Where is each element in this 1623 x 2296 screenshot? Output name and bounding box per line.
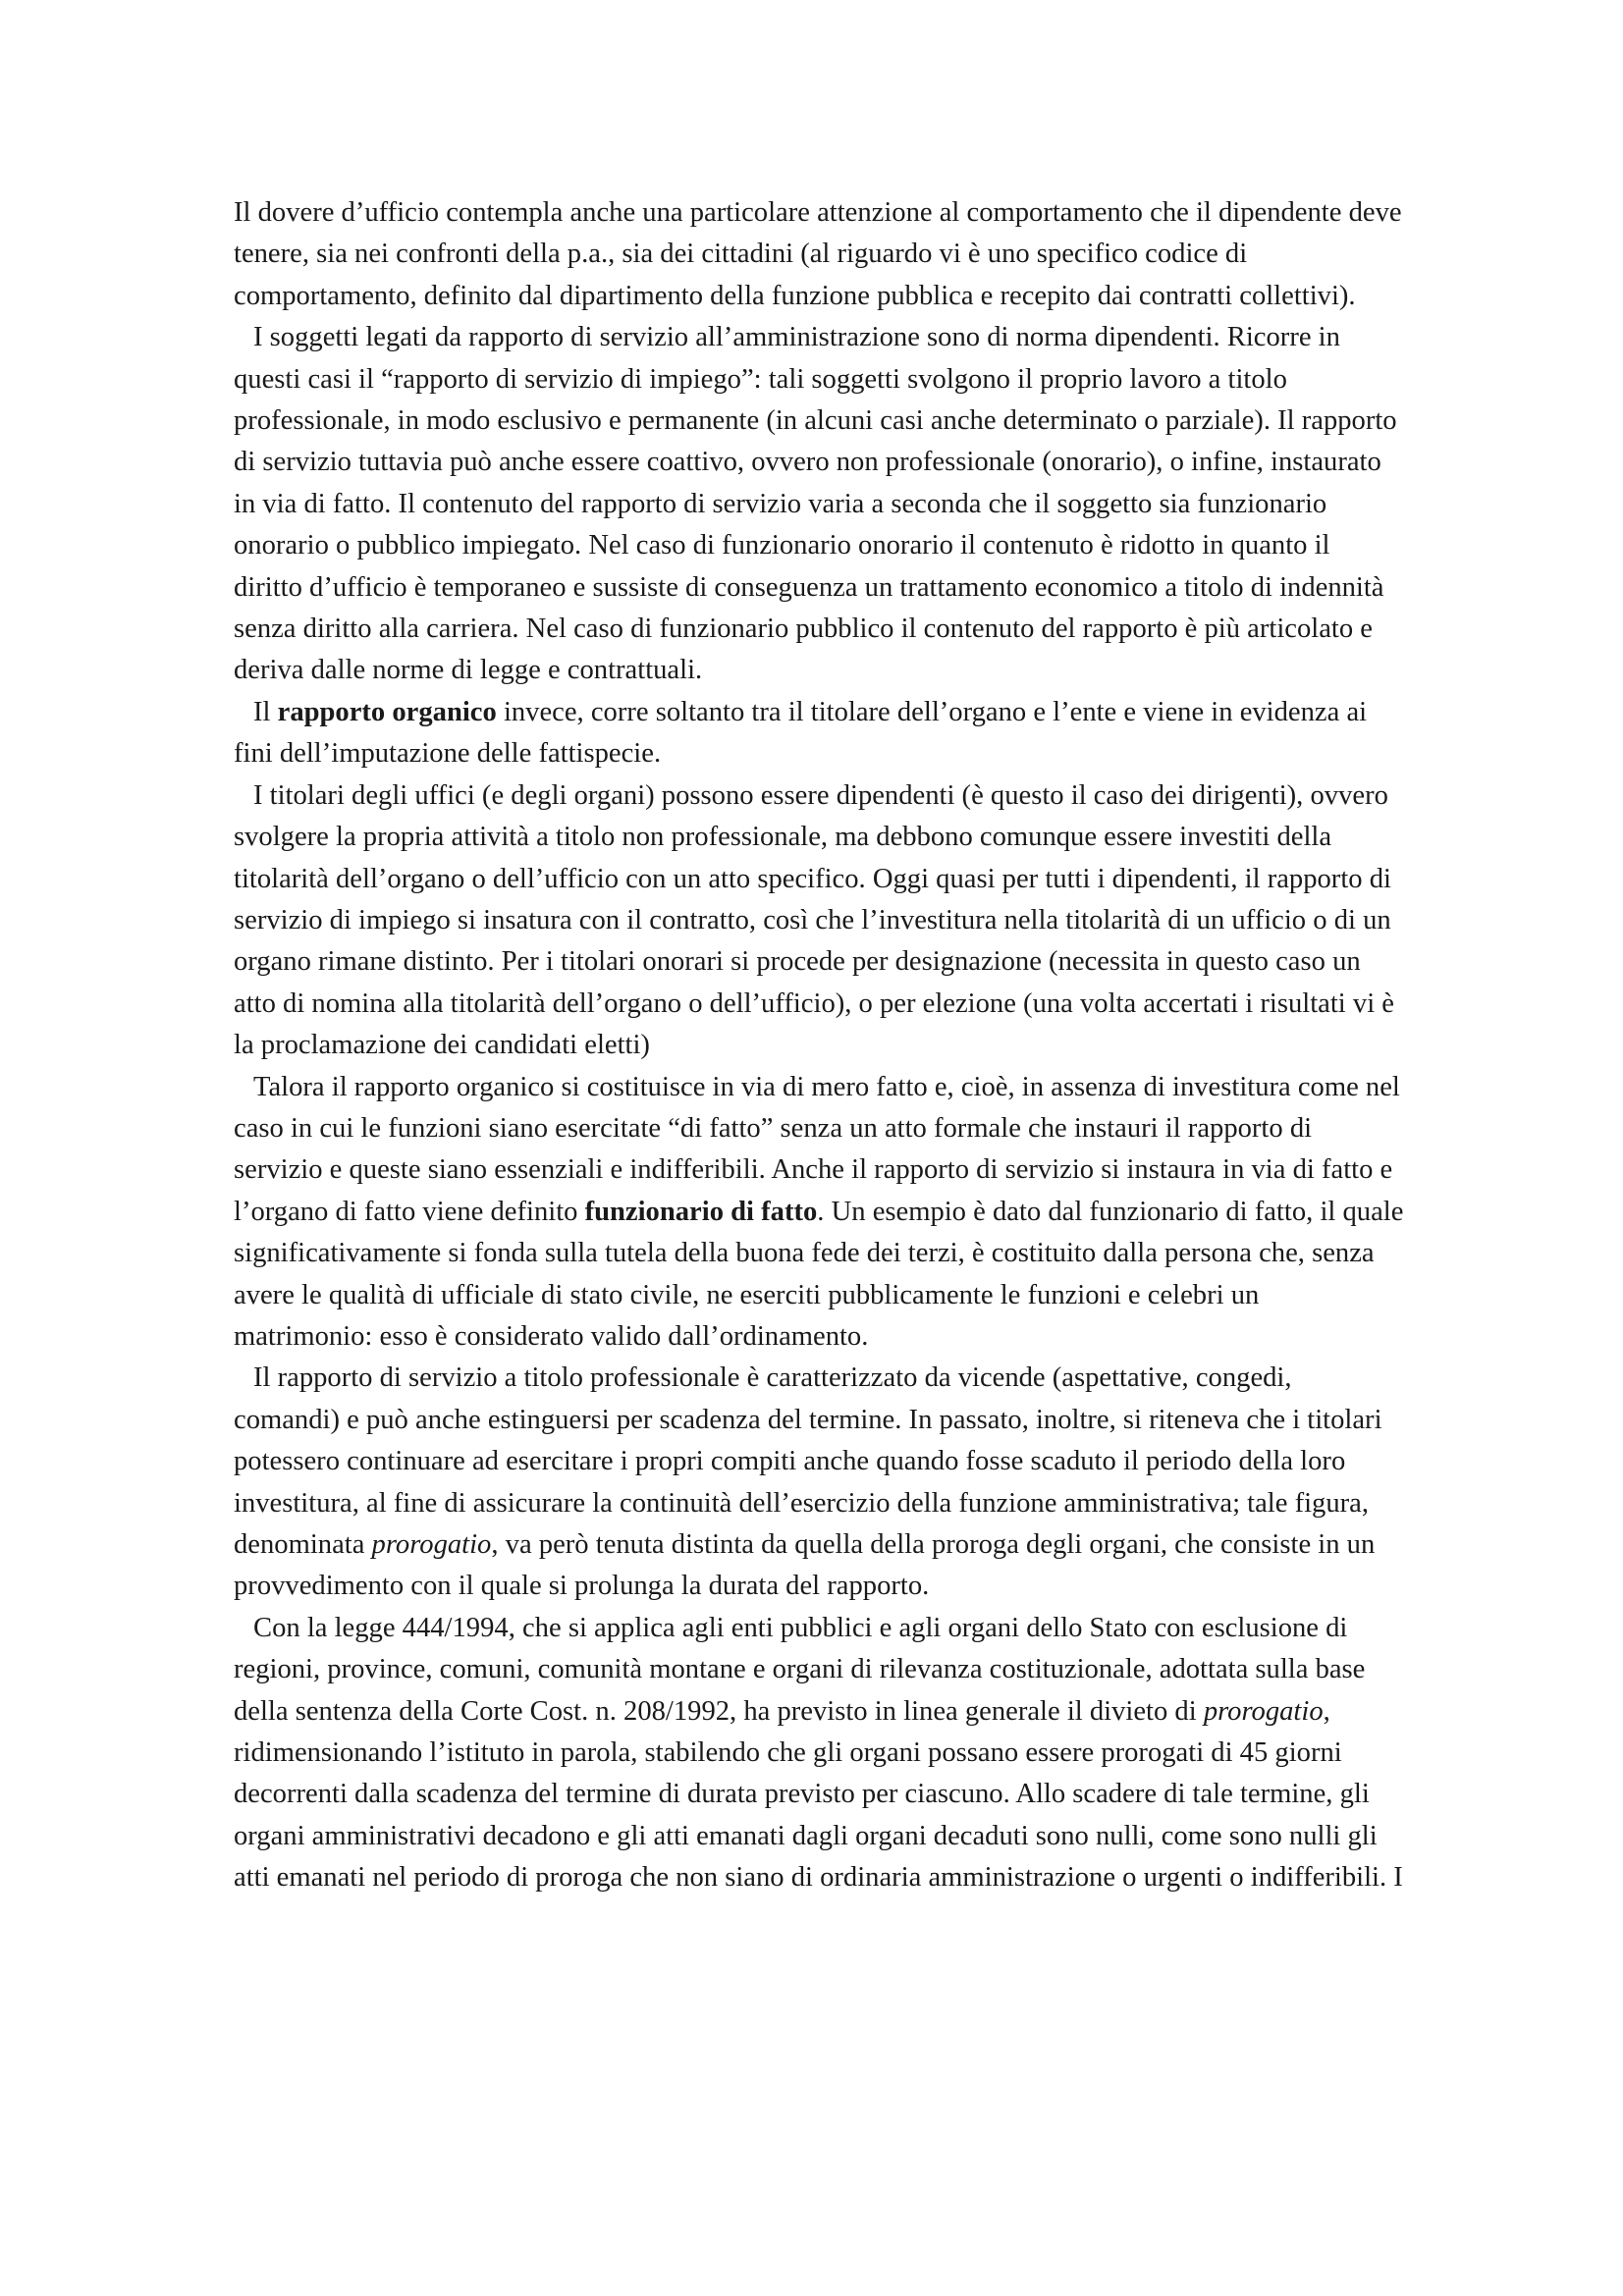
paragraph-text: Il dovere d’ufficio contempla anche una particolare attenzione al comportamento che il dipendente deve tenere, sia nei confronti della p.a., sia dei cittadini (al riguardo vi è uno specifico codice di comportamento, definito dal dipartimento della funzione pubblica e recepito dai contratti collettivi). [234,197,1402,311]
paragraph-text: I titolari degli uffici (e degli organi) possono essere dipendenti (è questo il caso dei dirigenti), ovvero svolgere la propria attività a titolo non professionale, ma debbono comunque essere investiti della titolarità dell’organo o dell’ufficio con un atto specifico. Oggi quasi per tutti i dipendenti, il rapporto di servizio di impiego si insatura con il contratto, così che l’investitura nella titolarità di un ufficio o di un organo rimane distinto. Per i titolari onorari si procede per designazione (necessita in questo caso un atto di nomina alla titolarità dell’organo o dell’ufficio), o per elezione (una volta accertati i risultati vi è la proclamazione dei candidati eletti) [234,779,1394,1061]
paragraph-4 [234,775,1404,1067]
paragraph-text: invece, corre soltanto tra il titolare dell’organo e l’ente e viene in evidenza ai fini dell’imputazione delle fattispecie. [234,696,1368,770]
paragraph-text: , va però tenuta distinta da quella della proroga degli organi, che consiste in un provvedimento con il quale si prolunga la durata del rapporto. [234,1529,1376,1602]
paragraph-1 [234,192,1404,317]
paragraph-text: Talora il rapporto organico si costituisce in via di mero fatto e, cioè, in assenza di investitura come nel caso in cui le funzioni siano esercitate “di fatto” senza un atto formale che instauri il rapporto di servizio e queste siano essenziali e indifferibili. Anche il rapporto di servizio si instaura in via di fatto e l’organo di fatto viene definito [234,1071,1400,1227]
paragraph-2 [234,317,1404,692]
paragraph-5 [234,1067,1404,1359]
italic-term-prorogatio: prorogatio [1203,1695,1324,1727]
italic-term-prorogatio: prorogatio [371,1529,492,1560]
paragraph-text: Con la legge 444/1994, che si applica agli enti pubblici e agli organi dello Stato con esclusione di regioni, province, comuni, comunità montane e organi di rilevanza costituzionale, adottata sulla base della sentenza della Corte Cost. n. 208/1992, ha previsto in linea generale il divieto di [234,1612,1366,1727]
paragraph-text: Il [253,696,278,727]
document-body [234,192,1404,1899]
paragraph-text: I soggetti legati da rapporto di servizio all’amministrazione sono di norma dipendenti. Ricorre in questi casi il “rapporto di servizio di impiego”: tali soggetti svolgono il proprio lavoro a titolo professionale, in modo esclusivo e permanente (in alcuni casi anche determinato o parziale). Il rapporto di servizio tuttavia può anche essere coattivo, ovvero non professionale (onorario), o infine, instaurato in via di fatto. Il contenuto del rapporto di servizio varia a seconda che il soggetto sia funzionario onorario o pubblico impiegato. Nel caso di funzionario onorario il contenuto è ridotto in quanto il diritto d’ufficio è temporaneo e sussiste di conseguenza un trattamento economico a titolo di indennità senza diritto alla carriera. Nel caso di funzionario pubblico il contenuto del rapporto è più articolato e deriva dalle norme di legge e contrattuali. [234,322,1397,686]
bold-term-funzionario-di-fatto: funzionario di fatto [584,1196,818,1227]
paragraph-text: . Un esempio è dato dal funzionario di fatto, il quale significativamente si fonda sulla tutela della buona fede dei terzi, è costituito dalla persona che, senza avere le qualità di ufficiale di stato civile, ne eserciti pubblicamente le funzioni e celebri un matrimonio: esso è considerato valido dall’ordinamento. [234,1196,1404,1352]
paragraph-text: Il rapporto di servizio a titolo professionale è caratterizzato da vicende (aspettative, congedi, comandi) e può anche estinguersi per scadenza del termine. In passato, inoltre, si riteneva che i titolari potessero continuare ad esercitare i propri compiti anche quando fosse scaduto il periodo della loro investitura, al fine di assicurare la continuità dell’esercizio della funzione amministrativa; tale figura, denominata [234,1362,1382,1560]
paragraph-3 [234,692,1404,775]
paragraph-6 [234,1358,1404,1607]
paragraph-text: , ridimensionando l’istituto in parola, stabilendo che gli organi possano essere prorogati di 45 giorni decorrenti dalla scadenza del termine di durata previsto per ciascuno. Allo scadere di tale termine, gli organi amministrativi decadono e gli atti emanati dagli organi decaduti sono nulli, come sono nulli gli atti emanati nel periodo di proroga che non siano di ordinaria amministrazione o urgenti o indifferibili. I [234,1695,1403,1894]
bold-term-rapporto-organico: rapporto organico [277,696,497,727]
paragraph-7 [234,1608,1404,1899]
